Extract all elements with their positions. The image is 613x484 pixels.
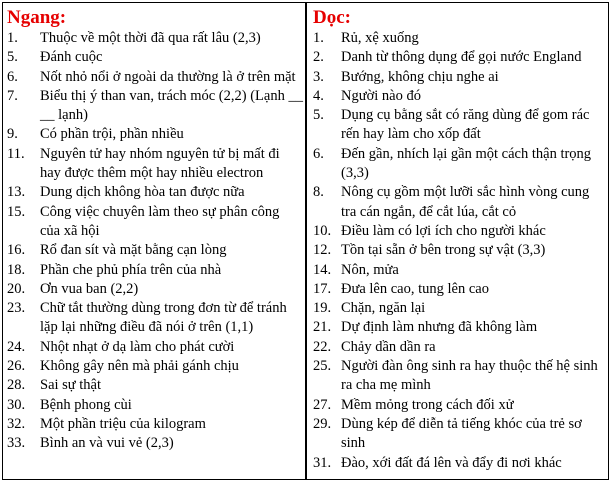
clue-number: 26. [7, 358, 26, 375]
clue-text: Đào, xới đất đá lên và đẩy đi nơi khác [341, 454, 562, 471]
clue-item [3, 357, 305, 376]
clue-number: 18. [7, 261, 26, 278]
clue-text: Rổ đan sít và mặt bằng cạn lòng [40, 242, 227, 259]
clue-item [3, 415, 305, 434]
clue-text: Một phần triệu của kilogram [40, 415, 206, 432]
doc-clue-list [307, 29, 608, 473]
ngang-column [3, 3, 307, 479]
clue-number: 29. [313, 415, 332, 432]
clue-text: Công việc chuyên làm theo sự phân công của xã hội [40, 203, 280, 239]
clue-number: 24. [7, 338, 26, 355]
clue-number: 7. [7, 87, 18, 104]
clue-text: Không gây nên mà phải gánh chịu [40, 358, 239, 375]
clue-number: 9. [7, 126, 18, 143]
clue-text: Đánh cuộc [40, 49, 103, 66]
clue-item [3, 241, 305, 260]
clue-number: 17. [313, 280, 332, 297]
clue-item [3, 29, 305, 48]
clue-number: 15. [7, 203, 26, 220]
clue-number: 30. [7, 396, 26, 413]
clue-number: 5. [313, 107, 324, 124]
clue-number: 3. [313, 68, 324, 85]
clue-item [307, 357, 608, 396]
clue-text: Chữ tắt thường dùng trong đơn từ để tránh lặp lại những điều đã nói ở trên (1,1) [40, 300, 287, 336]
clue-item [3, 280, 305, 299]
clue-text: Dung dịch không hòa tan được nữa [40, 184, 245, 201]
clue-number: 22. [313, 338, 332, 355]
clue-number: 8. [313, 184, 324, 201]
clue-number: 14. [313, 261, 332, 278]
clue-item [307, 318, 608, 337]
clue-item [307, 280, 608, 299]
clue-text: Bướng, không chịu nghe ai [341, 68, 499, 85]
clue-item [3, 87, 305, 126]
clue-number: 12. [313, 242, 332, 259]
clue-text: Chặn, ngăn lại [341, 300, 426, 317]
clue-text: Dụng cụ bằng sắt có răng dùng để gom rác rến hay làm cho xốp đất [341, 107, 590, 143]
clue-text: Bình an và vui vẻ (2,3) [40, 435, 174, 452]
clue-number: 25. [313, 358, 332, 375]
clue-item [3, 48, 305, 67]
clue-text: Thuộc về một thời đã qua rất lâu (2,3) [40, 30, 261, 46]
clue-item [307, 48, 608, 67]
clue-number: 20. [7, 280, 26, 297]
clue-item [307, 145, 608, 184]
clue-item [307, 261, 608, 280]
doc-column [307, 3, 608, 479]
clue-number: 2. [313, 49, 324, 66]
clue-text: Sai sự thật [40, 377, 102, 394]
clue-item [3, 145, 305, 184]
clue-number: 32. [7, 415, 26, 432]
clue-number: 28. [7, 377, 26, 394]
clue-item [307, 396, 608, 415]
clue-number: 10. [313, 222, 332, 239]
clue-number: 1. [7, 30, 18, 46]
clue-number: 27. [313, 396, 332, 413]
clue-item [3, 338, 305, 357]
clue-text: Rủ, xệ xuống [341, 30, 419, 46]
ngang-clue-list [3, 29, 305, 454]
clue-number: 19. [313, 300, 332, 317]
clue-item [3, 376, 305, 395]
clue-text: Phần che phủ phía trên của nhà [40, 261, 222, 278]
clue-text: Nguyên tử hay nhóm nguyên tử bị mất đi hay được thêm một hay nhiều electron [40, 145, 280, 182]
clue-item [3, 434, 305, 453]
clue-text: Đến gần, nhích lại gần một cách thận trọng (3,3) [341, 145, 592, 182]
clue-number: 11. [7, 145, 25, 162]
clue-item [307, 106, 608, 145]
clue-text: Người đàn ông sinh ra hay thuộc thế hệ sinh ra cha mẹ mình [341, 358, 598, 394]
clue-number: 23. [7, 300, 26, 317]
clue-item [307, 454, 608, 473]
clue-text: Có phần trội, phần nhiều [40, 126, 184, 143]
doc-heading: Dọc: [313, 7, 351, 28]
clue-text: Mềm mỏng trong cách đối xử [341, 396, 514, 413]
clue-number: 16. [7, 242, 26, 259]
clue-item [307, 241, 608, 260]
clue-text: Ơn vua ban (2,2) [40, 280, 139, 297]
clue-text: Nốt nhỏ nổi ở ngoài da thường là ở trên mặt [40, 68, 296, 85]
clue-item [307, 299, 608, 318]
clue-item [307, 222, 608, 241]
clue-text: Bệnh phong cùi [40, 396, 132, 413]
clue-item [3, 396, 305, 415]
clue-number: 6. [313, 145, 324, 162]
clue-item [307, 183, 608, 222]
clue-number: 13. [7, 184, 26, 201]
crossword-clues-table [2, 2, 609, 480]
ngang-heading: Ngang: [7, 7, 67, 28]
clue-item [3, 68, 305, 87]
clue-number: 4. [313, 87, 324, 104]
clue-text: Điều làm có lợi ích cho người khác [341, 222, 546, 239]
clue-text: Người nào đó [341, 87, 421, 104]
clue-text: Đưa lên cao, tung lên cao [341, 280, 489, 297]
clue-text: Dùng kép để diễn tả tiếng khóc của trẻ sơ sinh [341, 415, 582, 452]
clue-text: Dự định làm nhưng đã không làm [341, 319, 538, 336]
clue-number: 6. [7, 68, 18, 85]
clue-text: Danh từ thông dụng để gọi nước England [341, 49, 582, 66]
clue-item [307, 68, 608, 87]
clue-item [307, 338, 608, 357]
clue-item [3, 125, 305, 144]
clue-text: Nôn, mửa [341, 261, 399, 278]
clue-item [307, 87, 608, 106]
clue-item [3, 203, 305, 242]
clue-text: Biểu thị ý than van, trách móc (2,2) (Lạnh __ __ lạnh) [40, 87, 303, 124]
clue-number: 1. [313, 30, 324, 46]
clue-text: Nhột nhạt ở dạ làm cho phát cười [40, 338, 235, 355]
clue-item [3, 183, 305, 202]
clue-number: 5. [7, 49, 18, 66]
clue-text: Tồn tại sẵn ở bên trong sự vật (3,3) [341, 242, 546, 259]
clue-number: 21. [313, 319, 332, 336]
clue-text: Chảy dần dần ra [341, 338, 436, 355]
clue-item [307, 415, 608, 454]
clue-item [3, 261, 305, 280]
clue-item [307, 29, 608, 48]
clue-number: 33. [7, 435, 26, 452]
clue-item [3, 299, 305, 338]
clue-number: 31. [313, 454, 332, 471]
clue-text: Nông cụ gồm một lưỡi sắc hình vòng cung tra cán ngắn, để cắt lúa, cắt cỏ [341, 184, 590, 220]
